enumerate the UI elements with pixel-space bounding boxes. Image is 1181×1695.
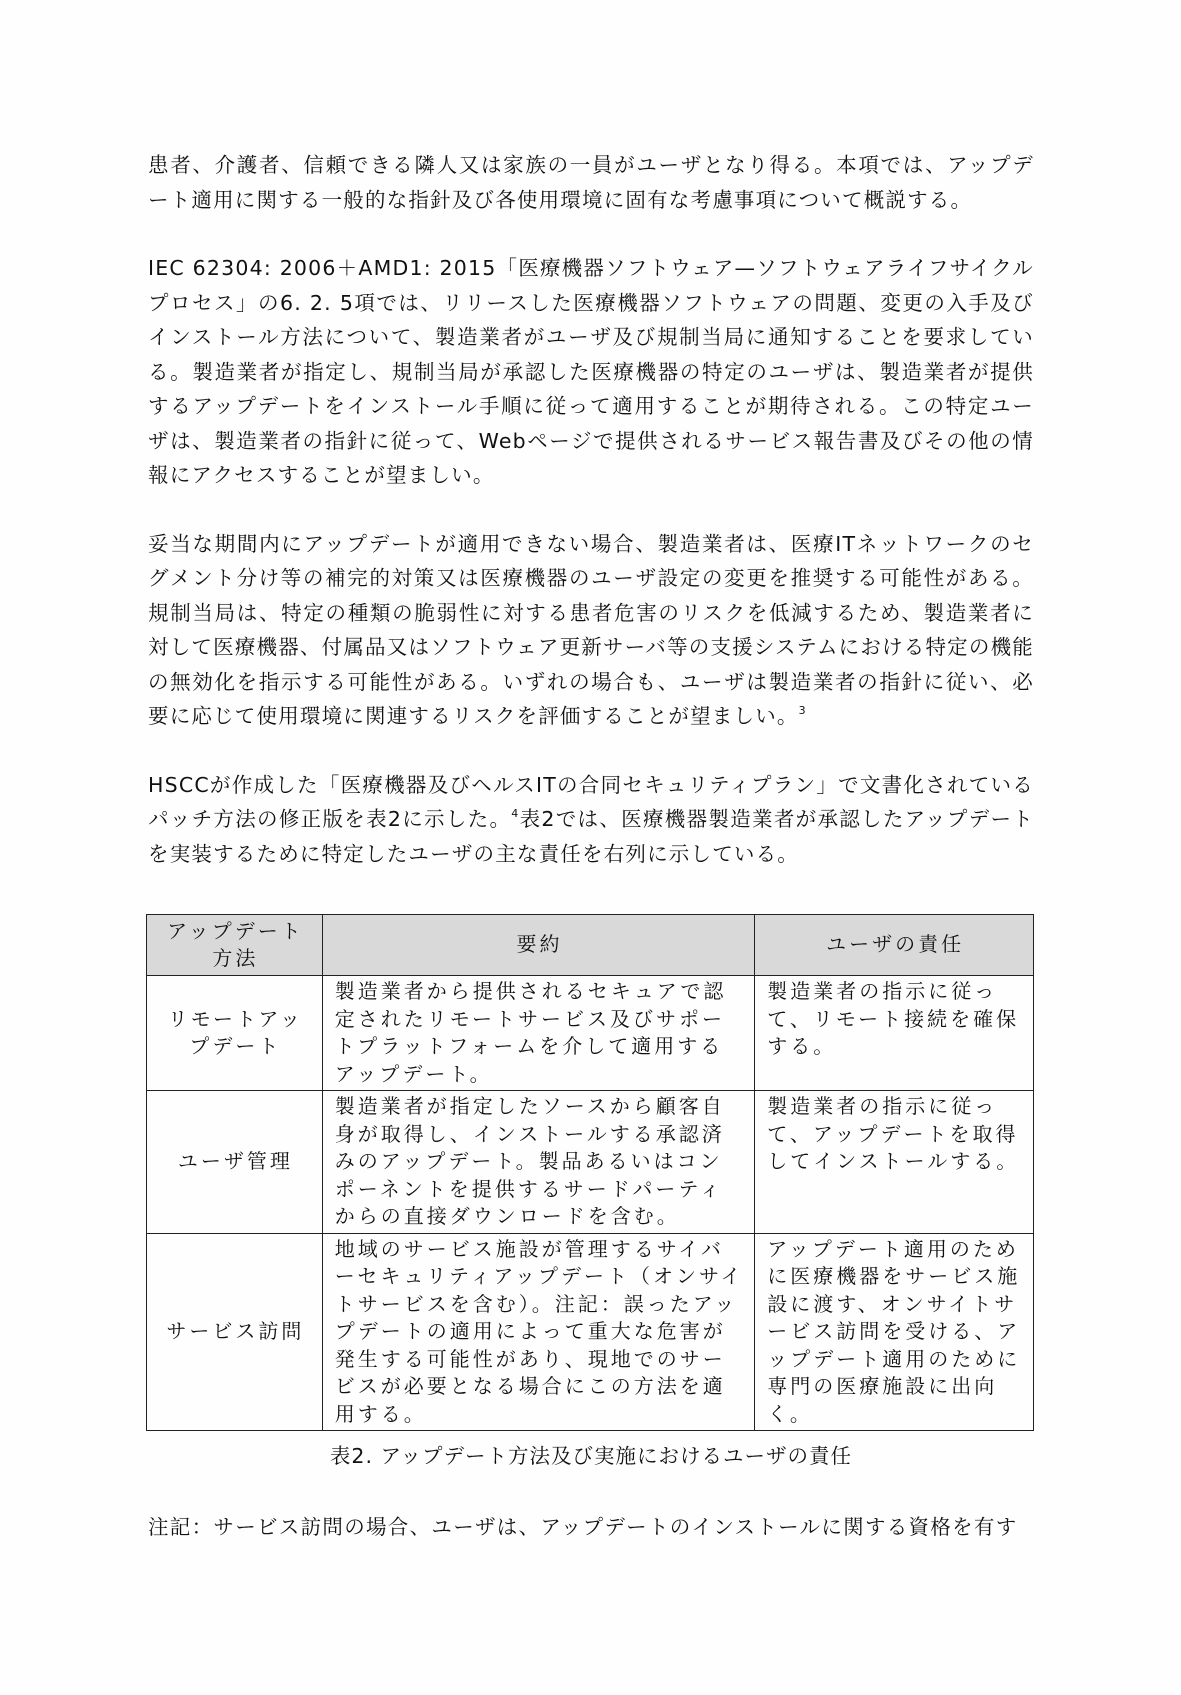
paragraph-text: 患者、介護者、信頼できる隣人又は家族の一員がユーザとなり得る。本項では、アップデート適用に関する一般的な指針及び各使用環境に固有な考慮事項について概説する。 — [148, 153, 1034, 212]
update-responsibility-table — [146, 914, 1034, 1431]
table-row — [147, 976, 1034, 1091]
paragraph-text: IEC 62304: 2006＋AMD1: 2015「医療機器ソフトウェア—ソフトウェアライフサイクルプロセス」の6. 2. 5項では、リリースした医療機器ソフトウェアの問題、変更の入手及びインストール方法について、製造業者がユーザ及び規制当局に通知することを要求している。製造業者が指定し、規制当局が承認した医療機器の特定のユーザは、製造業者が提供するアップデートをインストール手順に従って適用することが期待される。この特定ユーザは、製造業者の指針に従って、Webページで提供されるサービス報告書及びその他の情報にアクセスすることが望ましい。 — [148, 256, 1034, 487]
cell-summary: 製造業者が指定したソースから顧客自身が取得し、インストールする承認済みのアップデート。製品あるいはコンポーネントを提供するサードパーティからの直接ダウンロードを含む。 — [322, 1091, 754, 1234]
header-method: アップデート方法 — [147, 915, 323, 976]
cell-summary: 地域のサービス施設が管理するサイバーセキュリティアップデート（オンサイトサービスを含む）。注記：誤ったアップデートの適用によって重大な危害が発生する可能性があり、現地でのサービスが必要となる場合にこの方法を適用する。 — [322, 1233, 754, 1431]
table-row — [147, 1091, 1034, 1234]
table-caption: 表2. アップデート方法及び実施におけるユーザの責任 — [329, 1444, 853, 1468]
header-responsibility: ユーザの責任 — [755, 915, 1034, 976]
cell-method: ユーザ管理 — [147, 1091, 323, 1234]
paragraph-compensating-controls — [148, 527, 1034, 734]
footnote-ref: 4 — [511, 807, 520, 820]
table-header-row — [147, 915, 1034, 976]
table-row — [147, 1233, 1034, 1431]
cell-method: リモートアップデート — [147, 976, 323, 1091]
cell-summary: 製造業者から提供されるセキュアで認定されたリモートサービス及びサポートプラットフォームを介して適用するアップデート。 — [322, 976, 754, 1091]
paragraph-text: 表2では、医療機器製造業者が承認したアップデートを実装するために特定したユーザの主な責任を右列に示している。 — [148, 807, 1034, 866]
cell-method: サービス訪問 — [147, 1233, 323, 1431]
cell-responsibility: 製造業者の指示に従って、リモート接続を確保する。 — [755, 976, 1034, 1091]
document-body — [148, 148, 1034, 871]
header-summary: 要約 — [322, 915, 754, 976]
paragraph-text: 妥当な期間内にアップデートが適用できない場合、製造業者は、医療ITネットワークのセグメント分け等の補完的対策又は医療機器のユーザ設定の変更を推奨する可能性がある。規制当局は、特定の種類の脆弱性に対する患者危害のリスクを低減するため、製造業者に対して医療機器、付属品又はソフトウェア更新サーバ等の支援システムにおける特定の機能の無効化を指示する可能性がある。いずれの場合も、ユーザは製造業者の指針に従い、必要に応じて使用環境に関連するリスクを評価することが望ましい。 — [148, 531, 1034, 728]
cell-responsibility: アップデート適用のために医療機器をサービス施設に渡す、オンサイトサービス訪問を受ける、アップデート適用のために専門の医療施設に出向く。 — [755, 1233, 1034, 1431]
cell-responsibility: 製造業者の指示に従って、アップデートを取得してインストールする。 — [755, 1091, 1034, 1234]
paragraph-iec62304 — [148, 251, 1034, 493]
paragraph-hscc — [148, 768, 1034, 872]
paragraph-intro — [148, 148, 1034, 217]
paragraph-text: HSCCが作成した「医療機器及びヘルスITの合同セキュリティプラン」で文書化されているパッチ方法の修正版を表2に示した。 — [148, 772, 1034, 831]
footnote-ref: 3 — [798, 704, 807, 717]
note-text: 注記：サービス訪問の場合、ユーザは、アップデートのインストールに関する資格を有す — [148, 1515, 1018, 1539]
